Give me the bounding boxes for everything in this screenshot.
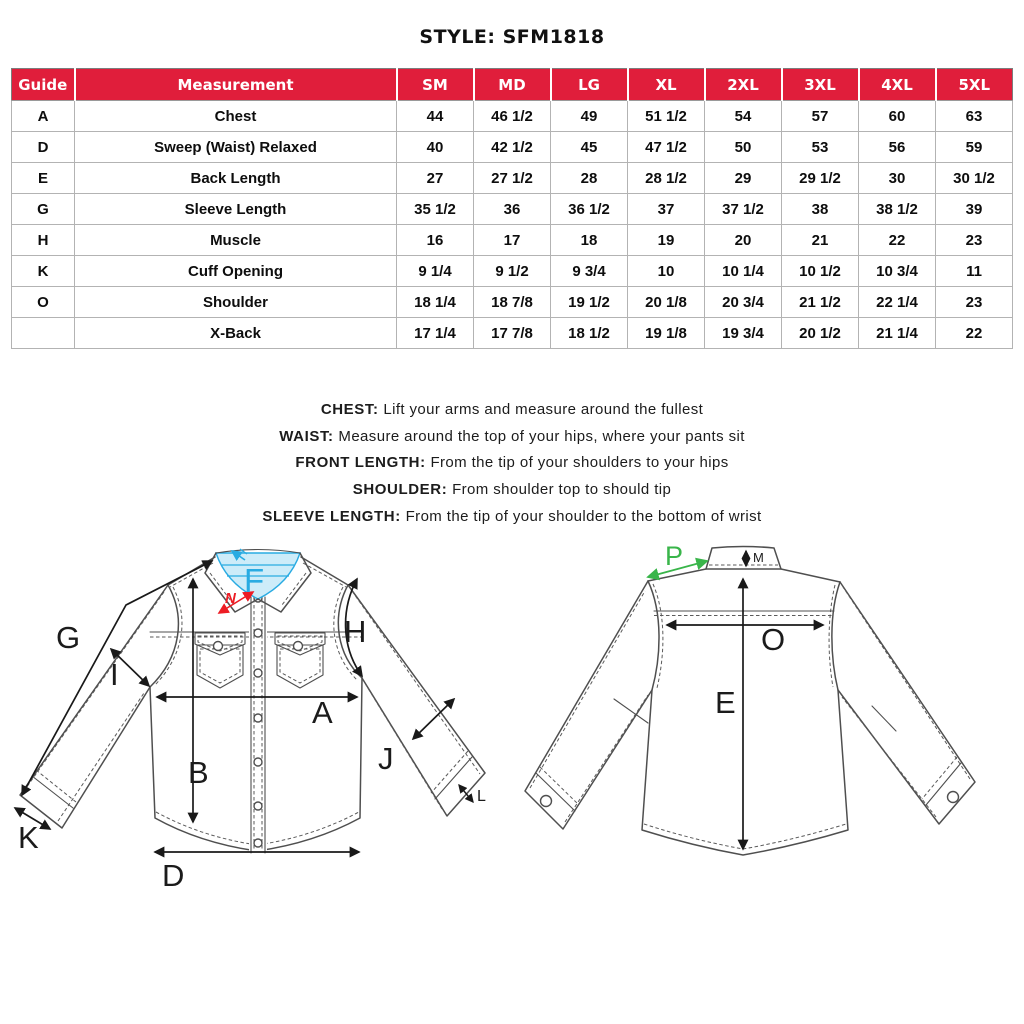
- value-cell: 10: [628, 256, 705, 287]
- value-cell: 54: [705, 101, 782, 132]
- value-cell: 21: [782, 225, 859, 256]
- column-header: 4XL: [859, 69, 936, 101]
- shirt-button: [254, 802, 262, 810]
- table-row: [12, 225, 1013, 256]
- front-left-sleeve: [20, 557, 215, 828]
- value-cell: 10 3/4: [859, 256, 936, 287]
- guide-cell: E: [12, 163, 75, 194]
- value-cell: 9 3/4: [551, 256, 628, 287]
- value-cell: 19 1/8: [628, 318, 705, 349]
- front-left-pocket: [195, 633, 245, 688]
- measurement-cell: Chest: [75, 101, 397, 132]
- table-row: [12, 287, 1013, 318]
- shirt-button: [254, 714, 262, 722]
- page-title: STYLE: SFM1818: [419, 26, 605, 48]
- table-row: [12, 194, 1013, 225]
- shirt-back-diagram: [515, 541, 1015, 885]
- value-cell: 20 3/4: [705, 287, 782, 318]
- instruction-line: WAIST: Measure around the top of your hips, where your pants sit: [279, 427, 745, 445]
- value-cell: 18 7/8: [474, 287, 551, 318]
- value-cell: 36: [474, 194, 551, 225]
- value-cell: 17: [474, 225, 551, 256]
- front-right-sleeve: [301, 557, 485, 816]
- label-O: O: [761, 622, 786, 657]
- label-E: E: [715, 685, 736, 720]
- value-cell: 50: [705, 132, 782, 163]
- label-B: B: [188, 755, 209, 790]
- value-cell: 44: [397, 101, 474, 132]
- label-K: K: [18, 820, 39, 855]
- value-cell: 10 1/4: [705, 256, 782, 287]
- shirt-button: [254, 629, 262, 637]
- value-cell: 59: [936, 132, 1013, 163]
- value-cell: 23: [936, 287, 1013, 318]
- table-row: [12, 132, 1013, 163]
- front-placket: [249, 594, 267, 853]
- front-right-pocket: [275, 633, 325, 688]
- label-G: G: [56, 620, 81, 655]
- label-P: P: [665, 541, 684, 571]
- back-collar: [706, 547, 781, 570]
- guide-cell: O: [12, 287, 75, 318]
- value-cell: 39: [936, 194, 1013, 225]
- column-header: Guide: [12, 69, 75, 101]
- value-cell: 21 1/2: [782, 287, 859, 318]
- column-header: XL: [628, 69, 705, 101]
- measurement-cell: Sweep (Waist) Relaxed: [75, 132, 397, 163]
- size-table-header-row: [12, 69, 1013, 101]
- value-cell: 18: [551, 225, 628, 256]
- cuff-button: [948, 792, 959, 803]
- value-cell: 28: [551, 163, 628, 194]
- label-I: I: [110, 657, 119, 692]
- table-row: [12, 318, 1013, 349]
- value-cell: 22: [859, 225, 936, 256]
- value-cell: 37: [628, 194, 705, 225]
- instruction-line: SLEEVE LENGTH: From the tip of your shoulder to the bottom of wrist: [262, 507, 762, 525]
- table-row: [12, 163, 1013, 194]
- column-header: MD: [474, 69, 551, 101]
- value-cell: 47 1/2: [628, 132, 705, 163]
- value-cell: 16: [397, 225, 474, 256]
- value-cell: 11: [936, 256, 1013, 287]
- size-table: [11, 68, 1013, 349]
- value-cell: 18 1/4: [397, 287, 474, 318]
- value-cell: 46 1/2: [474, 101, 551, 132]
- value-cell: 21 1/4: [859, 318, 936, 349]
- label-A: A: [312, 695, 333, 730]
- value-cell: 28 1/2: [628, 163, 705, 194]
- guide-cell: G: [12, 194, 75, 225]
- label-N: N: [225, 590, 236, 607]
- value-cell: 22 1/4: [859, 287, 936, 318]
- instructions: [0, 397, 1024, 531]
- label-F: F: [244, 562, 265, 599]
- column-header: Measurement: [75, 69, 397, 101]
- value-cell: 27: [397, 163, 474, 194]
- shirt-button: [254, 669, 262, 677]
- measurement-cell: Back Length: [75, 163, 397, 194]
- value-cell: 19: [628, 225, 705, 256]
- instruction-line: FRONT LENGTH: From the tip of your shoulders to your hips: [295, 454, 729, 472]
- value-cell: 38: [782, 194, 859, 225]
- value-cell: 9 1/4: [397, 256, 474, 287]
- pocket-button: [294, 642, 303, 651]
- value-cell: 20: [705, 225, 782, 256]
- value-cell: 56: [859, 132, 936, 163]
- value-cell: 22: [936, 318, 1013, 349]
- guide-cell: [12, 318, 75, 349]
- column-header: 2XL: [705, 69, 782, 101]
- value-cell: 9 1/2: [474, 256, 551, 287]
- pocket-button: [214, 642, 223, 651]
- guide-cell: D: [12, 132, 75, 163]
- back-measurements: [648, 541, 823, 849]
- value-cell: 42 1/2: [474, 132, 551, 163]
- guide-cell: A: [12, 101, 75, 132]
- column-header: 3XL: [782, 69, 859, 101]
- value-cell: 35 1/2: [397, 194, 474, 225]
- label-J: J: [378, 741, 394, 776]
- value-cell: 40: [397, 132, 474, 163]
- table-row: [12, 101, 1013, 132]
- measurement-cell: Muscle: [75, 225, 397, 256]
- value-cell: 20 1/8: [628, 287, 705, 318]
- value-cell: 29 1/2: [782, 163, 859, 194]
- value-cell: 63: [936, 101, 1013, 132]
- back-left-sleeve: [525, 581, 652, 829]
- label-M: M: [753, 550, 764, 565]
- back-body: [642, 569, 848, 855]
- measurement-cell: Shoulder: [75, 287, 397, 318]
- value-cell: 60: [859, 101, 936, 132]
- value-cell: 18 1/2: [551, 318, 628, 349]
- value-cell: 45: [551, 132, 628, 163]
- label-L: L: [477, 788, 486, 805]
- value-cell: 57: [782, 101, 859, 132]
- value-cell: 51 1/2: [628, 101, 705, 132]
- shirt-button: [254, 839, 262, 847]
- value-cell: 49: [551, 101, 628, 132]
- value-cell: 36 1/2: [551, 194, 628, 225]
- back-right-sleeve: [838, 582, 975, 824]
- value-cell: 30 1/2: [936, 163, 1013, 194]
- value-cell: 38 1/2: [859, 194, 936, 225]
- shirt-front-diagram: [10, 545, 510, 893]
- measurement-cell: Sleeve Length: [75, 194, 397, 225]
- value-cell: 23: [936, 225, 1013, 256]
- guide-cell: H: [12, 225, 75, 256]
- value-cell: 27 1/2: [474, 163, 551, 194]
- value-cell: 19 3/4: [705, 318, 782, 349]
- column-header: LG: [551, 69, 628, 101]
- value-cell: 10 1/2: [782, 256, 859, 287]
- shirt-button: [254, 758, 262, 766]
- label-H: H: [344, 614, 367, 649]
- cuff-button: [541, 796, 552, 807]
- value-cell: 30: [859, 163, 936, 194]
- column-header: 5XL: [936, 69, 1013, 101]
- value-cell: 20 1/2: [782, 318, 859, 349]
- value-cell: 17 1/4: [397, 318, 474, 349]
- value-cell: 19 1/2: [551, 287, 628, 318]
- value-cell: 29: [705, 163, 782, 194]
- size-table-body: [12, 101, 1013, 349]
- value-cell: 53: [782, 132, 859, 163]
- column-header: SM: [397, 69, 474, 101]
- instruction-line: CHEST: Lift your arms and measure around the fullest: [320, 401, 704, 418]
- label-D: D: [162, 858, 185, 893]
- measurement-cell: X-Back: [75, 318, 397, 349]
- measurement-cell: Cuff Opening: [75, 256, 397, 287]
- value-cell: 37 1/2: [705, 194, 782, 225]
- instruction-line: SHOULDER: From shoulder top to should tip: [352, 481, 672, 499]
- value-cell: 17 7/8: [474, 318, 551, 349]
- table-row: [12, 256, 1013, 287]
- guide-cell: K: [12, 256, 75, 287]
